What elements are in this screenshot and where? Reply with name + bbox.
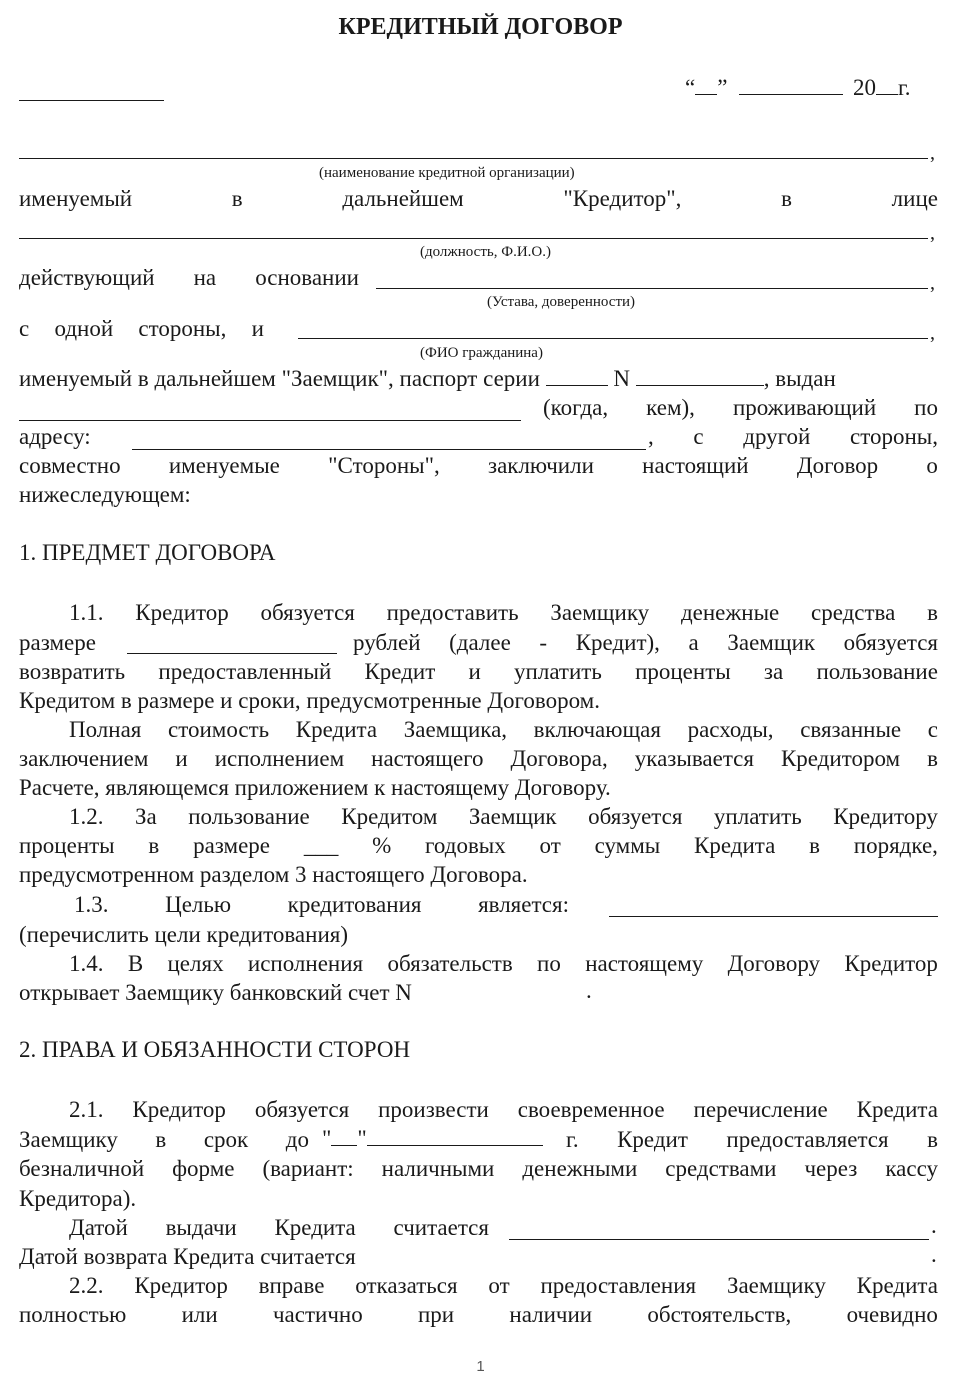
word: о	[926, 453, 938, 478]
quote: "	[357, 1126, 367, 1151]
p11-line2b	[353, 628, 938, 657]
word: связанные	[800, 717, 902, 742]
position-fio-blank[interactable]	[19, 238, 928, 239]
word: Заемщику	[726, 1273, 826, 1298]
word: является:	[478, 892, 569, 917]
word: с	[19, 316, 30, 341]
issue-end: .	[931, 1213, 937, 1238]
word: Кредит	[364, 659, 436, 684]
comma: ,	[930, 222, 935, 244]
word: стоимость	[168, 717, 270, 742]
word: Кредита	[856, 1273, 938, 1298]
issue-date-line	[69, 1213, 489, 1242]
word: лице	[891, 186, 938, 211]
word: безналичной	[19, 1156, 145, 1181]
word: 1.1.	[69, 600, 104, 625]
interest-rate-blank[interactable]: ___	[303, 833, 339, 858]
word: В	[127, 951, 144, 976]
word: 2.1.	[69, 1097, 104, 1122]
word: Договора,	[510, 746, 608, 771]
text: , выдан	[763, 366, 836, 391]
word: пользование	[816, 659, 938, 684]
word: проживающий	[732, 395, 877, 420]
word: действующий	[19, 265, 155, 290]
word: Кредитору	[833, 804, 938, 829]
word: кредитования	[287, 892, 422, 917]
p21-line4: Кредитора).	[19, 1186, 137, 1211]
word: от	[539, 833, 561, 858]
return-end: .	[931, 1242, 937, 1267]
word: Кредитором	[780, 746, 901, 771]
word: проценты	[19, 833, 115, 858]
word: обязуется	[843, 630, 938, 655]
row-borrower	[19, 364, 938, 393]
word: "Стороны",	[328, 453, 440, 478]
word: кем),	[646, 395, 695, 420]
word: Договору	[727, 951, 821, 976]
word: в	[231, 186, 243, 211]
p14-line1	[69, 949, 938, 978]
word: настоящего	[371, 746, 484, 771]
word: предоставления	[540, 1273, 697, 1298]
word: через	[804, 1156, 858, 1181]
word: кассу	[885, 1156, 938, 1181]
word: вправе	[258, 1273, 325, 1298]
section-1-heading: 1. ПРЕДМЕТ ДОГОВОРА	[19, 540, 276, 565]
full-cost-line2	[19, 744, 938, 773]
word: в	[927, 1127, 938, 1152]
word: возвратить	[19, 659, 126, 684]
word: выдачи	[165, 1215, 237, 1240]
word: 1.2.	[69, 804, 104, 829]
word: Кредитор	[132, 1097, 226, 1122]
text: адресу:	[19, 424, 91, 449]
word: совместно	[19, 453, 121, 478]
word: Кредитор	[844, 951, 938, 976]
p21-line2b	[566, 1125, 938, 1154]
credit-amount-blank[interactable]	[127, 653, 337, 654]
word: по	[537, 951, 561, 976]
word: 2.2.	[69, 1273, 104, 1298]
creditor-org-blank[interactable]	[19, 158, 928, 159]
word: считается	[393, 1215, 489, 1240]
day-blank[interactable]	[695, 74, 717, 95]
word: За	[135, 804, 157, 829]
p14-line2	[19, 978, 938, 1007]
row-issued	[543, 393, 938, 422]
page-number: 1	[476, 1358, 485, 1375]
word: частично	[272, 1302, 363, 1327]
p21-line1	[69, 1095, 938, 1124]
p12-line3: предусмотренном разделом 3 настоящего Договора.	[19, 862, 528, 887]
word: денежными	[522, 1156, 638, 1181]
word: отказаться	[355, 1273, 458, 1298]
word: обязуется	[254, 1097, 350, 1122]
month-blank[interactable]	[739, 74, 843, 95]
word: именуемые	[168, 453, 280, 478]
text: N	[613, 366, 631, 391]
p11-line4: Кредитом в размере и сроки, предусмотренные Договором.	[19, 688, 600, 713]
place-blank[interactable]	[19, 100, 164, 101]
text: открывает Заемщику банковский счет N	[19, 980, 412, 1005]
word: от	[488, 1273, 510, 1298]
word: произвести	[378, 1097, 489, 1122]
word: а	[688, 630, 699, 655]
word: полностью	[19, 1302, 127, 1327]
word: на	[193, 265, 217, 290]
word: стороны,	[850, 424, 938, 449]
word: Кредита	[295, 717, 378, 742]
issued-blank[interactable]	[19, 420, 521, 421]
word: именуемый	[19, 186, 133, 211]
comma: ,	[930, 322, 935, 344]
word: дальнейшем	[342, 186, 464, 211]
word: по	[914, 395, 938, 420]
loan-date-field	[322, 1125, 543, 1152]
word: "Кредитор",	[563, 186, 682, 211]
date-open-quote: “	[685, 75, 696, 100]
year-blank[interactable]	[876, 74, 898, 95]
word: в	[155, 1127, 167, 1152]
p12-line1	[69, 802, 938, 831]
word: 1.4.	[69, 951, 104, 976]
address-blank[interactable]	[132, 449, 646, 450]
word: Датой	[69, 1215, 128, 1240]
caption-citizen: (ФИО гражданина)	[420, 345, 543, 361]
row-named-creditor	[19, 184, 938, 213]
word: 1.3.	[74, 892, 109, 917]
word: срок	[203, 1127, 249, 1152]
word: (далее	[449, 630, 511, 655]
word: размере	[19, 630, 96, 655]
word: годовых	[425, 833, 506, 858]
word: или	[181, 1302, 218, 1327]
word: с	[693, 424, 704, 449]
row-following: нижеследующем:	[19, 482, 191, 507]
return-date-line: Датой возврата Кредита считается	[19, 1244, 356, 1269]
word: настоящий	[642, 453, 749, 478]
year-prefix: 20	[852, 75, 876, 100]
word: настоящему	[585, 951, 704, 976]
p21-line2a	[19, 1125, 309, 1154]
word: предоставляется	[726, 1127, 889, 1152]
word: Заемщик	[727, 630, 816, 655]
year-suffix: г.	[897, 75, 911, 100]
word: включающая	[533, 717, 661, 742]
word: ,	[648, 424, 654, 449]
word: средствами	[665, 1156, 777, 1181]
word: в	[148, 833, 160, 858]
word: и	[175, 746, 188, 771]
p22-line2	[19, 1300, 938, 1329]
word: предоставить	[386, 600, 519, 625]
word: стороны,	[138, 316, 227, 341]
full-cost-line3: Расчете, являющемся приложением к настоящему Договору.	[19, 775, 611, 800]
p12-line2	[19, 831, 938, 860]
word: своевременное	[517, 1097, 665, 1122]
word: и	[251, 316, 264, 341]
word: другой	[743, 424, 811, 449]
passport-series-blank[interactable]	[546, 365, 608, 386]
word: основании	[255, 265, 359, 290]
word: Кредита	[856, 1097, 938, 1122]
word: заключением	[19, 746, 149, 771]
p11-line1	[69, 598, 938, 627]
word: перечисление	[693, 1097, 828, 1122]
word: и	[468, 659, 481, 684]
word: расходы,	[687, 717, 774, 742]
word: при	[417, 1302, 455, 1327]
caption-org: (наименование кредитной организации)	[319, 165, 575, 181]
quote: "	[322, 1126, 332, 1151]
word: Целью	[165, 892, 232, 917]
word: Кредита	[274, 1215, 356, 1240]
word: в	[809, 833, 820, 858]
comma: ,	[930, 142, 935, 164]
date-line	[685, 74, 911, 101]
credit-purpose-blank[interactable]	[609, 916, 938, 917]
word: обязуется	[588, 804, 683, 829]
word: Заемщик	[468, 804, 557, 829]
document-title: КРЕДИТНЫЙ ДОГОВОР	[338, 14, 623, 40]
row-acting-basis	[19, 263, 379, 292]
word: указывается	[634, 746, 754, 771]
word: Кредита	[694, 833, 776, 858]
word: Кредитом	[341, 804, 438, 829]
word: наличии	[509, 1302, 593, 1327]
passport-number-blank[interactable]	[636, 365, 764, 386]
citizen-fio-blank[interactable]	[298, 338, 928, 339]
word: очевидно	[846, 1302, 938, 1327]
row-jointly	[19, 451, 938, 480]
word: денежные	[680, 600, 780, 625]
word: суммы	[594, 833, 661, 858]
word: (вариант:	[262, 1156, 354, 1181]
p22-line1	[69, 1271, 938, 1300]
word: уплатить	[713, 804, 802, 829]
word: %	[372, 833, 392, 858]
word: в	[927, 746, 938, 771]
loan-month-blank[interactable]	[367, 1125, 543, 1146]
word: Заемщика,	[403, 717, 508, 742]
word: обязательств	[387, 951, 513, 976]
section-2-heading: 2. ПРАВА И ОБЯЗАННОСТИ СТОРОН	[19, 1037, 411, 1062]
word: заключили	[487, 453, 594, 478]
word: порядке,	[853, 833, 938, 858]
p13-line1	[74, 890, 569, 919]
word: Заемщику	[19, 1127, 118, 1152]
text: именуемый в дальнейшем "Заемщик", паспорт серии	[19, 366, 540, 391]
word: форме	[172, 1156, 235, 1181]
word: Заемщику	[550, 600, 650, 625]
caption-position: (должность, Ф.И.О.)	[420, 244, 551, 260]
p21-line3	[19, 1154, 938, 1183]
word: в	[781, 186, 792, 211]
word: средства	[810, 600, 896, 625]
p13-line2: (перечислить цели кредитования)	[19, 922, 348, 947]
word: предоставленный	[158, 659, 332, 684]
word: -	[539, 630, 548, 655]
comma: ,	[930, 272, 935, 294]
word: исполнения	[247, 951, 364, 976]
word: Кредит),	[575, 630, 660, 655]
word: Кредитор	[135, 600, 229, 625]
word: целях	[167, 951, 224, 976]
caption-basis: (Устава, доверенности)	[487, 294, 636, 310]
word: исполнением	[214, 746, 345, 771]
word: обстоятельств,	[647, 1302, 792, 1327]
row-other-side	[648, 422, 938, 451]
word: Кредитор	[134, 1273, 228, 1298]
basis-blank[interactable]	[376, 288, 928, 289]
word: размере	[193, 833, 271, 858]
word: в	[927, 600, 938, 625]
word: пользование	[188, 804, 310, 829]
word: с	[927, 717, 938, 742]
word: Полная	[69, 717, 142, 742]
word: рублей	[353, 630, 421, 655]
p11-line3	[19, 657, 938, 686]
word: г.	[566, 1127, 579, 1152]
word: до	[285, 1127, 309, 1152]
full-cost-line1	[69, 715, 938, 744]
word: Кредит	[617, 1127, 688, 1152]
word: уплатить	[514, 659, 602, 684]
date-close-quote: ”	[717, 75, 728, 100]
row-one-side	[19, 314, 269, 343]
word: за	[763, 659, 784, 684]
issue-date-blank[interactable]	[509, 1239, 929, 1240]
word: наличными	[381, 1156, 495, 1181]
word: (когда,	[543, 395, 609, 420]
account-end: .	[586, 978, 592, 1003]
word: проценты	[635, 659, 731, 684]
word: обязуется	[260, 600, 355, 625]
word: одной	[54, 316, 114, 341]
loan-day-blank[interactable]	[331, 1125, 357, 1146]
word: Договор	[796, 453, 879, 478]
